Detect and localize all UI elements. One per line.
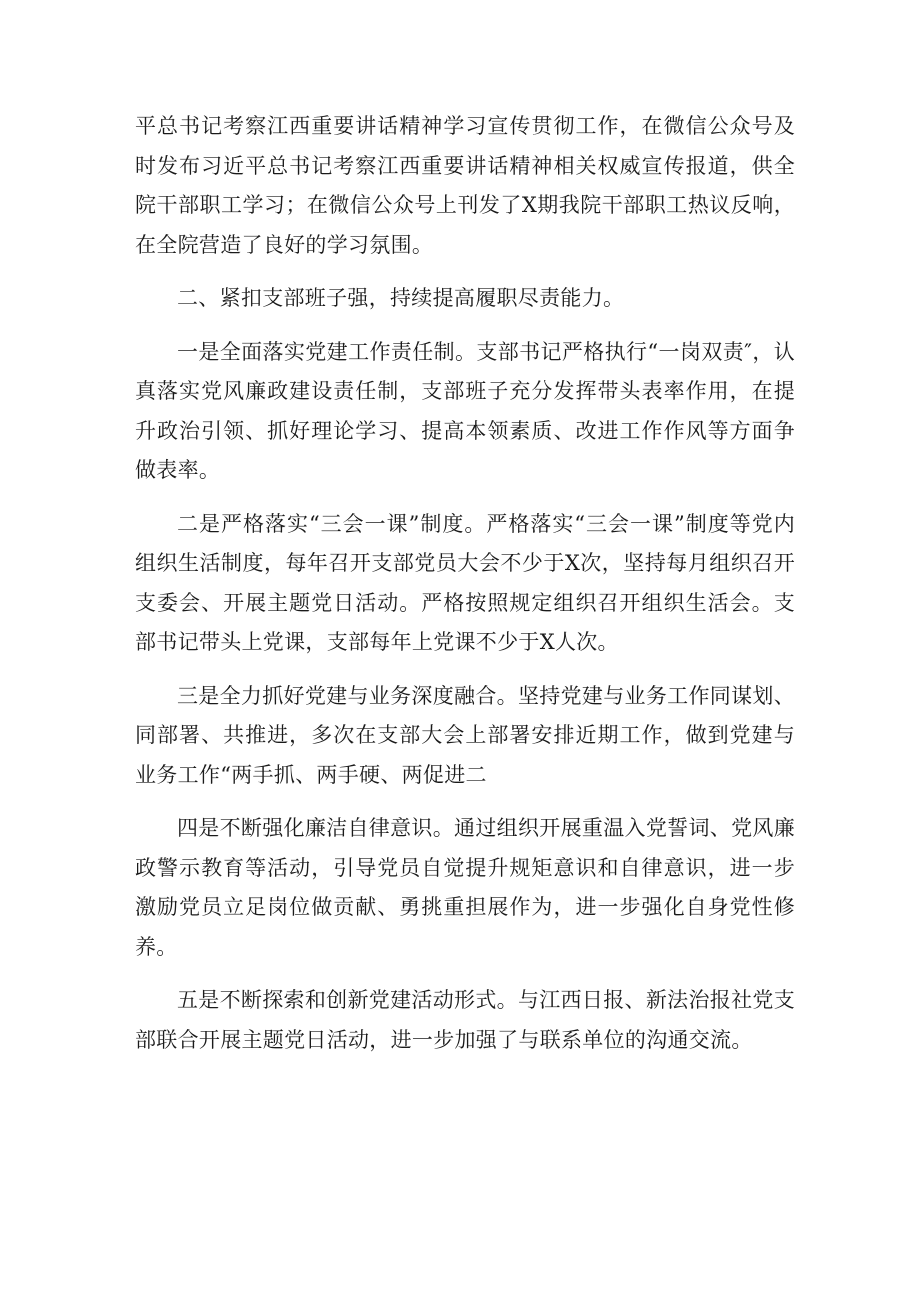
section-heading-2: 二、紧扣支部班子强，持续提高履职尽责能力。 (177, 286, 625, 310)
paragraph-3: 一是全面落实党建工作责任制。支部书记严格执行“一岗双责″，认真落实党风廉政建设责任制，支部班子充分发挥带头表率作用，在提升政治引领、抓好理论学习、提高本领素质、改进工作作风等方面争做表率。 (135, 339, 795, 482)
paragraph-4: 二是严格落实“三会一课”制度。严格落实“三会一课”制度等党内组织生活制度，每年召开支部党员大会不少于X次，坚持每月组织召开支委会、开展主题党日活动。严格按照规定组织召开组织生活会。支部书记带头上党课，支部每年上党课不少于X人次。 (135, 511, 795, 654)
document-body (135, 107, 795, 1060)
paragraph-6: 四是不断强化廉洁自律意识。通过组织开展重温入党誓词、党风廉政警示教育等活动，引导党员自觉提升规矩意识和自律意识，进一步激励党员立足岗位做贡献、勇挑重担展作为，进一步强化自身党性修养。 (135, 816, 795, 959)
paragraph-5: 三是全力抓好党建与业务深度融合。坚持党建与业务工作同谋划、同部署、共推进，多次在支部大会上部署安排近期工作，做到党建与业务工作“两手抓、两手硬、两促进二 (135, 683, 795, 787)
paragraph-1: 平总书记考察江西重要讲话精神学习宣传贯彻工作，在微信公众号及时发布习近平总书记考察江西重要讲话精神相关权威宣传报道，供全院干部职工学习；在微信公众号上刊发了X期我院干部职工热议反响，在全院营造了良好的学习氛围。 (135, 114, 795, 257)
paragraph-7: 五是不断探索和创新党建活动形式。与江西日报、新法治报社党支部联合开展主题党日活动，进一步加强了与联系单位的沟通交流。 (135, 988, 795, 1052)
